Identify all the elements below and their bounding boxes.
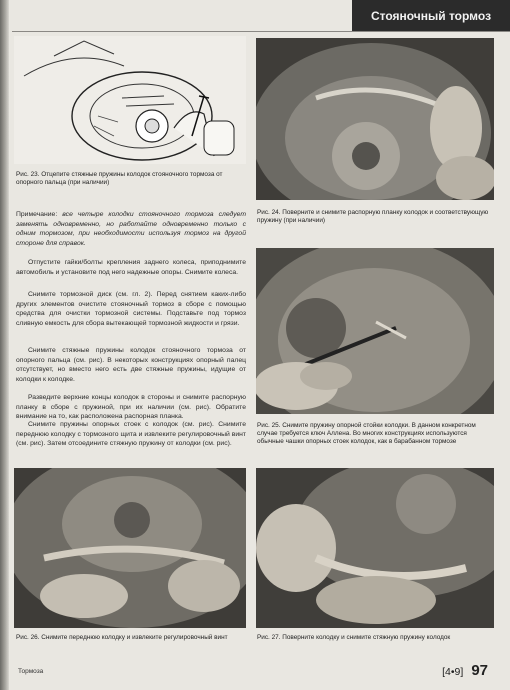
paragraph-4: Разведите верхние концы колодок в стороны и снимите распорную планку в сборе с пружиной, при их наличии (см. рис). Обратите внимание на то, как расположена распорная планка. <box>16 394 246 421</box>
page-header-title: Стояночный тормоз <box>352 0 510 32</box>
figure-25-caption: Рис. 25. Снимите пружину опорной стойки колодки. В данном конкретном случае требуется ключ Аллена. Во многих конструкциях используются обычные чашки опорных стоек колодок, как в барабанном тормозе <box>257 422 476 446</box>
fig26-image <box>14 468 246 628</box>
paragraph-1: Отпустите гайки/болты крепления заднего колеса, приподнимите автомобиль и установите под него надежные опоры. Снимите колеса. <box>16 259 246 276</box>
figure-23-drawing <box>14 36 246 164</box>
footer-chapter: [4•9] <box>442 666 464 678</box>
fig25-image <box>256 248 494 414</box>
figure-24-photo <box>256 38 494 200</box>
fig24-image <box>256 38 494 200</box>
fig23-illustration <box>14 36 246 164</box>
page-number: 97 <box>471 662 488 679</box>
footer-section: Тормоза <box>18 668 44 675</box>
paragraph-2: Снимите тормозной диск (см. гл. 2). Перед снятием каких-либо других элементов очистите стояночный тормоз в сборе с помощью средства для очистки тормозной системы. Подставьте под тормоз сливную емкость для сбора вытекающей тормозной жидкости и грязи. <box>16 291 246 327</box>
figure-26-caption: Рис. 26. Снимите переднюю колодку и извлеките регулировочный винт <box>16 634 228 641</box>
note-paragraph <box>16 210 246 248</box>
note-label: Примечание: <box>16 211 58 218</box>
header-rule <box>12 31 510 32</box>
paragraph-5: Снимите пружины опорных стоек с колодок (см. рис). Снимите переднюю колодку с тормозного щита и извлеките регулировочный винт (см. рис). Затем отсоедините стяжную пружину от колодки (см. рис). <box>16 421 246 448</box>
fig27-image <box>256 468 494 628</box>
page-spine-shadow <box>0 0 9 690</box>
figure-24-caption: Рис. 24. Поверните и снимите распорную планку колодок и соответствующую пружину (при наличии) <box>257 209 489 225</box>
figure-25-photo <box>256 248 494 414</box>
note-body: все четыре колодки стояночного тормоза следует заменять одновременно, но работайте одновременно только с одним тормозом, при необходимости используя тормоз на другой стороне для справок. <box>16 211 246 247</box>
paragraph-3: Снимите стяжные пружины колодок стояночного тормоза от опорного пальца (см. рис). В некоторых конструкциях опорный палец отсутствует, но вместо него есть две стяжные пружины, идущие от колодки к колодке. <box>16 347 246 383</box>
figure-27-caption: Рис. 27. Поверните колодку и снимите стяжную пружину колодок <box>257 634 451 641</box>
figure-23-caption: Рис. 23. Отцепите стяжные пружины колодок стояночного тормоза от опорного пальца (при наличии) <box>16 171 223 187</box>
figure-26-photo <box>14 468 246 628</box>
figure-27-photo <box>256 468 494 628</box>
footer-page-info <box>442 662 488 679</box>
